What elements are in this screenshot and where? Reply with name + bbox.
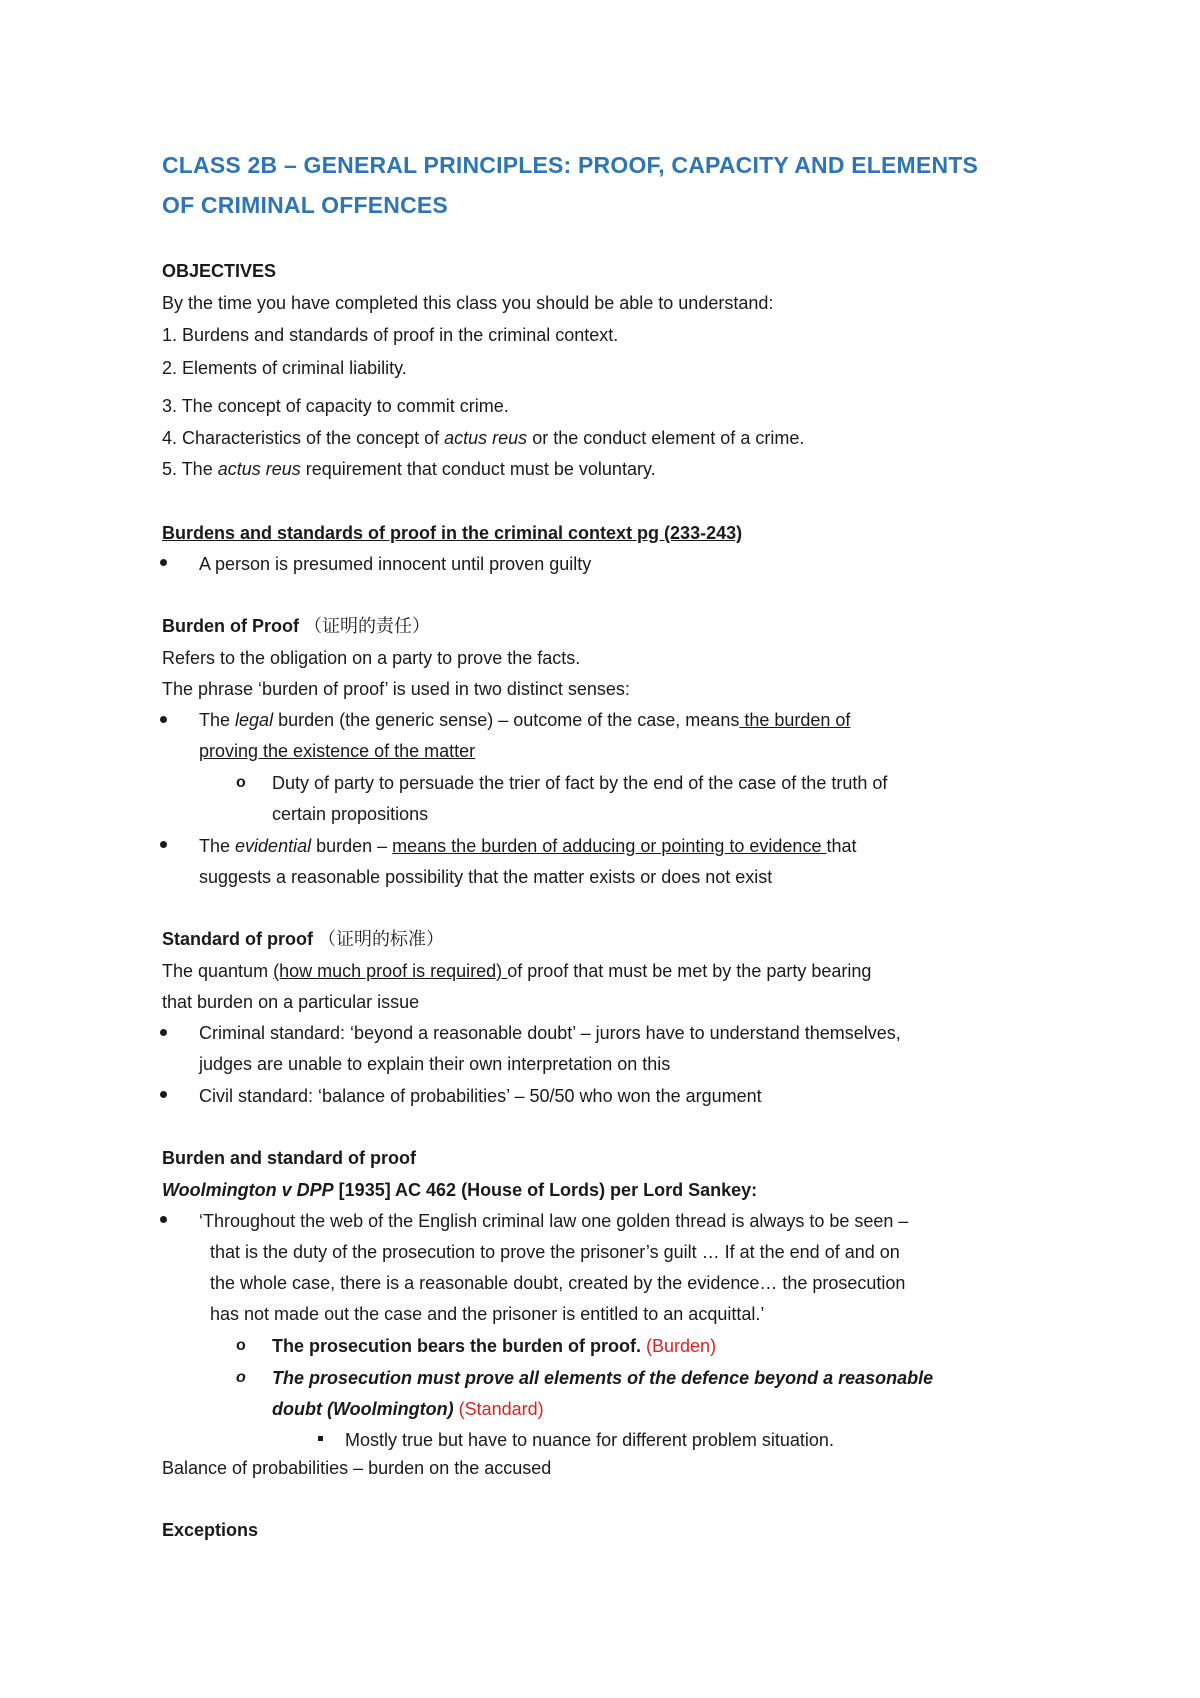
woolmington-quote-line-3: the whole case, there is a reasonable doubt, created by the evidence… the prosecution — [210, 1273, 906, 1293]
burdens-section-heading: Burdens and standards of proof in the criminal context pg (233-243) — [162, 523, 743, 543]
woolmington-quote-line-1: ‘Throughout the web of the English criminal law one golden thread is always to be seen – — [199, 1211, 909, 1231]
presumed-innocent-bullet: A person is presumed innocent until proven guilty — [199, 554, 592, 574]
burden-two-senses: The phrase ‘burden of proof’ is used in two distinct senses: — [162, 679, 630, 699]
nuance-note: Mostly true but have to nuance for different problem situation. — [345, 1430, 834, 1450]
burden-definition: Refers to the obligation on a party to prove the facts. — [162, 648, 581, 668]
criminal-standard-bullet: Criminal standard: ‘beyond a reasonable doubt’ – jurors have to understand themselves, — [199, 1023, 901, 1043]
standard-definition: The quantum (how much proof is required) of proof that must be met by the party bearing — [162, 961, 872, 981]
exceptions-heading: Exceptions — [162, 1520, 259, 1540]
legal-burden-bullet: The legal burden (the generic sense) – outcome of the case, means the burden of — [199, 710, 851, 730]
objective-item-5: 5. The actus reus requirement that conduct must be voluntary. — [162, 459, 656, 479]
bullet-icon — [160, 559, 167, 566]
prosecution-standard-sub: The prosecution must prove all elements of the defence beyond a reasonable — [272, 1368, 934, 1388]
objective-item-4: 4. Characteristics of the concept of actus reus or the conduct element of a crime. — [162, 428, 805, 448]
standard-definition-continuation: that burden on a particular issue — [162, 992, 420, 1012]
square-bullet-icon — [318, 1436, 323, 1441]
legal-burden-sub-continuation: certain propositions — [272, 804, 429, 824]
objective-item-2: 2. Elements of criminal liability. — [162, 358, 407, 378]
burden-of-proof-heading: Burden of Proof （证明的责任） — [162, 616, 431, 636]
prosecution-burden-sub: The prosecution bears the burden of proof. (Burden) — [272, 1336, 717, 1356]
legal-burden-continuation: proving the existence of the matter — [199, 741, 476, 761]
bullet-icon — [160, 1091, 167, 1098]
hollow-bullet-icon: o — [236, 1337, 246, 1354]
woolmington-case-citation: Woolmington v DPP [1935] AC 462 (House of Lords) per Lord Sankey: — [162, 1180, 758, 1200]
hollow-bullet-icon: o — [236, 1369, 246, 1386]
prosecution-standard-sub-continuation: doubt (Woolmington) (Standard) — [272, 1399, 544, 1419]
page-title-line-1: CLASS 2B – GENERAL PRINCIPLES: PROOF, CAPACITY AND ELEMENTS — [162, 152, 979, 178]
standard-of-proof-heading: Standard of proof （证明的标准） — [162, 929, 445, 949]
bullet-icon — [160, 1216, 167, 1223]
criminal-standard-continuation: judges are unable to explain their own interpretation on this — [199, 1054, 671, 1074]
page-title-line-2: OF CRIMINAL OFFENCES — [162, 192, 448, 218]
bullet-icon — [160, 716, 167, 723]
woolmington-quote-line-4: has not made out the case and the prisoner is entitled to an acquittal.’ — [210, 1304, 765, 1324]
civil-standard-bullet: Civil standard: ‘balance of probabilities’ – 50/50 who won the argument — [199, 1086, 762, 1106]
hollow-bullet-icon: o — [236, 774, 246, 791]
bullet-icon — [160, 841, 167, 848]
evidential-burden-continuation: suggests a reasonable possibility that the matter exists or does not exist — [199, 867, 773, 887]
burden-and-standard-heading: Burden and standard of proof — [162, 1148, 416, 1168]
bullet-icon — [160, 1029, 167, 1036]
balance-of-probabilities-note: Balance of probabilities – burden on the accused — [162, 1458, 552, 1478]
woolmington-quote-line-2: that is the duty of the prosecution to prove the prisoner’s guilt … If at the end of and on — [210, 1242, 900, 1262]
objectives-heading: OBJECTIVES — [162, 261, 277, 281]
objective-item-1: 1. Burdens and standards of proof in the criminal context. — [162, 325, 619, 345]
legal-burden-sub: Duty of party to persuade the trier of fact by the end of the case of the truth of — [272, 773, 888, 793]
objective-item-3: 3. The concept of capacity to commit crime. — [162, 396, 509, 416]
evidential-burden-bullet: The evidential burden – means the burden of adducing or pointing to evidence that — [199, 836, 857, 856]
objectives-intro: By the time you have completed this class you should be able to understand: — [162, 293, 774, 313]
